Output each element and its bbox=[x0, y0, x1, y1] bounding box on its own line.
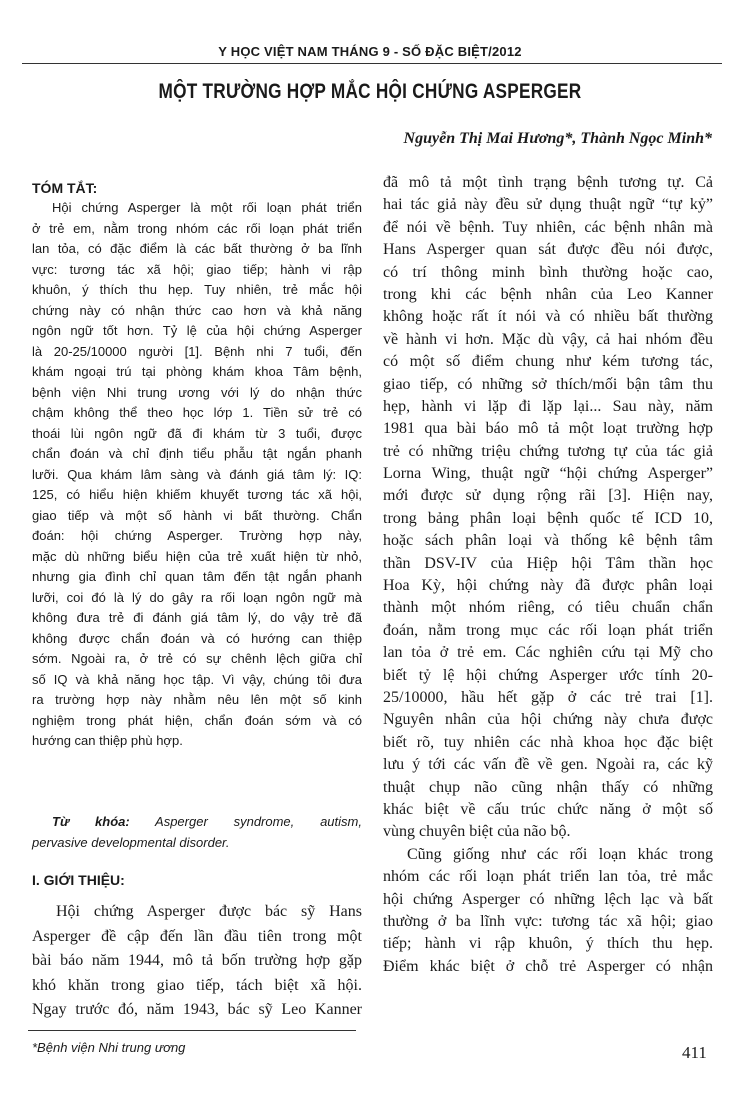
text-line: biết rõ, tuy nhiên các nhà khoa học đặc biệt bbox=[383, 733, 713, 751]
header-rule bbox=[22, 63, 722, 64]
text-line: Hans Asperger quan sát được đều nói được, bbox=[383, 241, 713, 259]
footnote: *Bệnh viện Nhi trung ương bbox=[32, 1040, 186, 1055]
text-line: sớm. Ngoài ra, ở trẻ có sự chênh lệch giữa chỉ bbox=[32, 651, 362, 666]
text-line: lan tỏa, có đặc điểm là các bất thường ở ba lĩnh bbox=[32, 241, 362, 256]
intro-heading: I. GIỚI THIỆU: bbox=[32, 872, 125, 888]
text-line: Hoa Kỳ, hội chứng này đã được phân loại bbox=[383, 577, 713, 595]
text-line: không được chẩn đoán và có hướng can thiệp bbox=[32, 630, 362, 646]
text-line: Hội chứng Asperger là một rối loạn phát triển bbox=[52, 200, 362, 215]
right-column bbox=[383, 172, 713, 978]
text-line: về hành vi hơn. Mặc dù vậy, cả hai nhóm đều bbox=[383, 330, 713, 348]
text-line: khác biệt về cấu trúc chức năng ở một số bbox=[383, 800, 713, 818]
abstract-section bbox=[32, 180, 362, 752]
intro-paragraph-2 bbox=[383, 844, 713, 978]
footnote-rule bbox=[28, 1030, 356, 1031]
text-line: có một số điểm chung như kém tương tác, bbox=[383, 353, 713, 371]
text-line: trong khi các bệnh nhân của Leo Kanner bbox=[383, 285, 713, 303]
text-line: khuôn, ý thích thu hẹp. Tuy nhiên, trẻ mắc hội bbox=[32, 282, 362, 297]
text-line: 125, có hiểu hiện khiếm khuyết tương tác xã hội, bbox=[32, 487, 362, 502]
text-line: có trí thông minh bình thường hoặc cao, bbox=[383, 263, 713, 281]
article-title: MỘT TRƯỜNG HỢP MẮC HỘI CHỨNG ASPERGER bbox=[158, 80, 582, 103]
intro-left-body bbox=[32, 900, 362, 1023]
text-line: bệnh viện Nhi trung ương với lý do nhận thức bbox=[32, 384, 362, 400]
text-line: ra trường hợp này nhằm nêu lên một số kinh bbox=[32, 692, 362, 707]
text-line: để nói về bệnh. Tuy nhiên, các bệnh nhân mà bbox=[383, 218, 713, 236]
text-line: 25/10000, hầu hết gặp ở các trẻ trai [1]. bbox=[383, 688, 713, 706]
text-line: khám ngoại trú tại phòng khám khoa Tâm bệnh, bbox=[32, 364, 362, 379]
text-line: mặc dù những biểu hiện của trẻ xuất hiện từ nhỏ, bbox=[32, 548, 362, 564]
authors: Nguyễn Thị Mai Hương*, Thành Ngọc Minh* bbox=[403, 130, 712, 147]
text-line: Hội chứng Asperger được bác sỹ Hans bbox=[56, 903, 362, 920]
text-line: lưỡi, coi đó là lý do gây ra rối loạn ngôn ngữ mà bbox=[32, 589, 362, 605]
text-line: hội chứng Asperger có những lệch lạc và bất bbox=[383, 890, 713, 908]
keywords-line2: pervasive developmental disorder. bbox=[32, 834, 230, 850]
text-line: nghiệm trong phát hiện, chẩn đoán sớm và có bbox=[32, 712, 362, 728]
text-line: là 20-25/10000 người [1]. Bệnh nhi 7 tuổi, đến bbox=[32, 343, 362, 359]
text-line: không đưa trẻ đi đánh giá tâm lý, do vậy trẻ đã bbox=[32, 610, 362, 625]
text-line: hai tác giả này đều sử dụng thuật ngữ “tự kỷ” bbox=[383, 196, 713, 214]
text-line: Nguyên nhân của hội chứng này chưa được bbox=[383, 711, 713, 729]
text-line: nhóm các rối loạn phát triển lan tỏa, trẻ mắc bbox=[383, 868, 713, 886]
text-line: 1981 qua bài báo mô tả một loạt trường hợp bbox=[383, 420, 713, 438]
text-line: hẹp, hành vi lặp đi lặp lại... Sau này, năm bbox=[383, 397, 713, 415]
text-line: chậm không thể theo học lớp 1. Tiền sử trẻ có bbox=[32, 405, 362, 420]
text-line: thần DSV-IV của Hiệp hội Tâm thần học bbox=[383, 554, 713, 572]
journal-header: Y HỌC VIỆT NAM THÁNG 9 - SỐ ĐẶC BIỆT/2012 bbox=[218, 44, 522, 59]
text-line: hoặc sách phân loại và thống kê bệnh tâm bbox=[383, 532, 713, 550]
abstract-heading: TÓM TẮT: bbox=[32, 180, 98, 196]
text-line: giao tiếp, có những sở thích/mối bận tâm thu bbox=[383, 375, 713, 393]
text-line: Asperger đề cập đến lần đầu tiên trong một bbox=[32, 927, 362, 945]
text-line: mới được sử dụng rộng rãi [3]. Hiện nay, bbox=[383, 487, 713, 505]
text-line: lan tỏa ở trẻ em. Các nghiên cứu tại Mỹ cho bbox=[383, 644, 713, 662]
text-line: trong bảng phân loại bệnh quốc tế ICD 10, bbox=[383, 509, 713, 527]
abstract-body bbox=[32, 198, 362, 752]
text-line: thường ở ba lĩnh vực: tương tác xã hội; giao bbox=[383, 912, 713, 930]
text-line: hướng can thiệp phù hợp. bbox=[32, 733, 183, 748]
text-line: Điểm khác biệt ở chỗ trẻ Asperger có nhận bbox=[383, 957, 713, 975]
text-line: chứng này có nhận thức cao hơn và khả năng bbox=[32, 302, 362, 318]
keywords-line1: Asperger syndrome, autism, bbox=[155, 814, 362, 829]
intro-paragraph-1 bbox=[383, 172, 713, 844]
text-line: đã mô tả một tình trạng bệnh tương tự. Cả bbox=[383, 174, 713, 191]
text-line: giao tiếp và một số hành vi bất thường. Chẩn bbox=[32, 507, 362, 523]
text-line: ngôn ngữ tốt hơn. Tỷ lệ của hội chứng Asperger bbox=[32, 323, 362, 338]
text-line: biết tỷ lệ hội chứng Asperger ước tính 20- bbox=[383, 666, 713, 684]
text-line: bài báo năm 1944, mô tả bốn trường hợp gặp bbox=[32, 952, 362, 969]
text-line: khó khăn trong giao tiếp, tách biệt xã hội. bbox=[32, 976, 362, 994]
text-line: Ngay trước đó, năm 1943, bác sỹ Leo Kanner bbox=[32, 1001, 362, 1018]
keywords bbox=[32, 812, 362, 853]
text-line: Cũng giống như các rối loạn khác trong bbox=[407, 845, 713, 863]
text-line: thuật chụp não cũng nhận thấy có những bbox=[383, 778, 713, 796]
text-line: số IQ và khả năng học tập. Vì vậy, chúng tôi đưa bbox=[32, 671, 362, 687]
text-line: lưỡi. Qua khám lâm sàng và đánh giá tâm lý: IQ: bbox=[32, 466, 362, 482]
text-line: ở trẻ em, nằm trong nhóm các rối loạn phát triển bbox=[32, 220, 362, 236]
text-line: vùng chuyên biệt của não bộ. bbox=[383, 823, 571, 841]
page-number: 411 bbox=[682, 1043, 707, 1062]
text-line: tiếp; hành vi rập khuôn, ý thích thu hẹp. bbox=[383, 935, 713, 953]
text-line: Lorna Wing, thuật ngữ “hội chứng Asperger” bbox=[383, 465, 713, 483]
text-line: chẩn đoán và chỉ định tiểu phẫu tật ngắn phanh bbox=[32, 446, 362, 461]
text-line: lưu ý tới các vấn đề về gen. Ngoài ra, các kỹ bbox=[383, 756, 713, 774]
text-line: trẻ có những triệu chứng tương tự của tác giả bbox=[383, 442, 713, 460]
text-line: đoán, nằm trong mục các rối loạn phát triển bbox=[383, 621, 713, 639]
text-line: không hoặc rất ít nói và có nhiều bất thường bbox=[383, 308, 713, 326]
text-line: thành một nhóm riêng, có tiêu chuẩn chẩn bbox=[383, 599, 713, 617]
text-line: vực: tương tác xã hội; giao tiếp; hành vi rập bbox=[32, 261, 362, 277]
text-line: đoán: hội chứng Asperger. Trường hợp này, bbox=[32, 528, 362, 543]
text-line: thoái lùi ngôn ngữ đã đi khám từ 3 tuổi, được bbox=[32, 425, 362, 441]
keywords-label: Từ khóa: bbox=[52, 814, 130, 829]
intro-section bbox=[32, 872, 362, 1023]
text-line: nhưng gia đình chỉ quan tâm đến tật ngắn phanh bbox=[32, 569, 362, 584]
